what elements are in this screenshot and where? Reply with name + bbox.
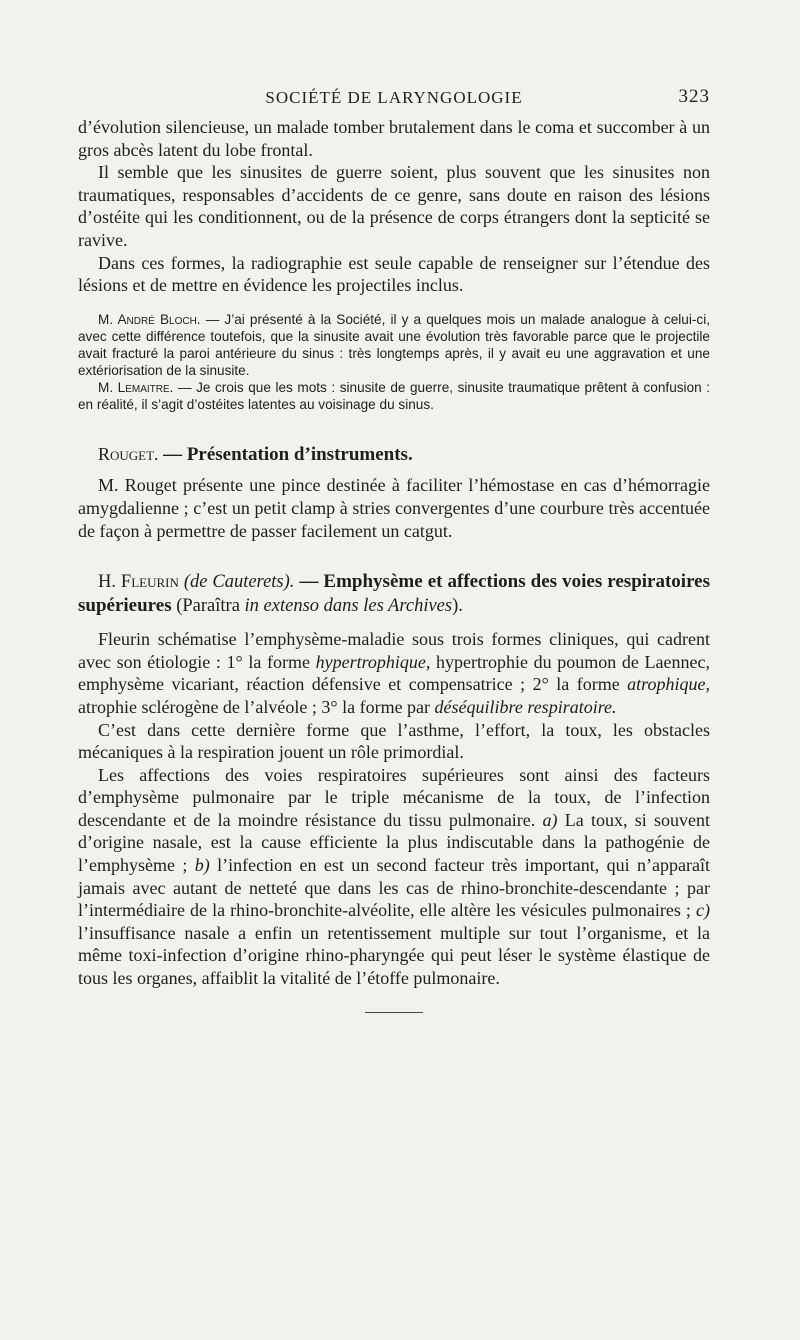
fleurin-p1-text-a: Fleurin schématise l’emphysème-maladie sous trois formes cliniques, qui cadrent avec son étiologie : 1° la forme	[78, 629, 710, 672]
fleurin-p1-text-c: atrophie sclérogène de l’alvéole ; 3° la forme par	[78, 696, 431, 717]
bloch-remark	[78, 311, 710, 379]
running-title: SOCIÉTÉ DE LARYNGOLOGIE	[265, 88, 523, 107]
fleurin-p1-atrophique: atrophique,	[627, 674, 710, 695]
discussion-section	[78, 311, 710, 413]
fleurin-p3-text-c: l’infection en est un second facteur très important, qui n’apparaît jamais avec autant de netteté que dans les cas de rhino-bronchite-descendante ; par l’intermédiaire de la rhino-bronchite-alvéolite, elle altère les vésicules pulmonaires ;	[78, 855, 710, 921]
intro-paragraph-3: Dans ces formes, la radiographie est seule capable de renseigner sur l’étendue des lésions et de mettre en évidence les projectiles inclus.	[78, 252, 710, 296]
fleurin-paragraph-2: C’est dans cette dernière forme que l’asthme, l’effort, la toux, les obstacles mécaniques à la respiration jouent un rôle primordial.	[78, 719, 710, 763]
fleurin-affiliation: (de Cauterets).	[183, 572, 295, 593]
fleurin-note-close: ).	[452, 596, 463, 617]
fleurin-note-open: (Paraîtra	[176, 596, 240, 617]
lemaitre-remark	[78, 379, 710, 413]
bloch-text: — J’ai présenté à la Société, il y a quelques mois un malade analogue à celui-ci, avec cette différence toutefois, que la sinusite avait une évolution très favorable parce que le projectile avait fracturé la paroi antérieure du sinus : très longtemps après, il y avait eu une aggravation et une extériorisation de la sinusite.	[78, 311, 710, 378]
fleurin-p3-label-c: c)	[696, 900, 710, 921]
fleurin-title: — Emphysème et affections des voies respiratoires supérieures	[78, 571, 711, 617]
fleurin-p3-text-b: La toux, si souvent d’origine nasale, est la cause efficiente la plus indiscutable dans la pathogénie de l’emphysème ;	[78, 809, 711, 876]
page	[78, 80, 710, 1013]
intro-paragraph-2: Il semble que les sinusites de guerre soient, plus souvent que les sinusites non traumatiques, responsables d’accidents de ce genre, sans doute en raison des lésions d’ostéite qui les conditionnent, ou de la présence de corps étrangers dont la septicité se ravive.	[78, 162, 710, 250]
fleurin-p1-hypertrophique: hypertrophique,	[315, 651, 431, 672]
page-number: 323	[678, 86, 710, 107]
running-header	[78, 80, 710, 116]
fleurin-p3-label-a: a)	[542, 809, 558, 830]
fleurin-paragraph-3	[78, 764, 710, 990]
rouget-title: — Présentation d’instruments.	[163, 443, 413, 465]
lemaitre-text: — Je crois que les mots : sinusite de guerre, sinusite traumatique prêtent à confusion : en réalité, il s’agit d’ostéites latentes au voisinage du sinus.	[78, 379, 711, 412]
fleurin-p1-desequilibre: déséquilibre respiratoire.	[434, 696, 617, 717]
fleurin-p3-text-a: Les affections des voies respiratoires supérieures sont ainsi des facteurs d’emphysème pulmonaire par le triple mécanisme de la toux, de l’infection descendante et de la moindre résistance du tissu pulmonaire.	[78, 764, 710, 830]
fleurin-p1-text-b: hypertrophie du poumon de Laennec, emphysème vicariant, réaction défensive et compensatrice ; 2° la forme	[78, 651, 711, 695]
end-rule	[365, 1012, 423, 1013]
fleurin-note-italic: in extenso dans les Archives	[244, 596, 453, 617]
fleurin-p3-text-d: l’insuffisance nasale a enfin un retentissement multiple sur tout l’organisme, et la même toxi-infection d’origine rhino-pharyngée qui peut léser le système élastique de tous les organes, affaiblit la vitalité de l’étoffe pulmonaire.	[78, 922, 710, 989]
rouget-body: M. Rouget présente une pince destinée à faciliter l’hémostase en cas d’hémorragie amygdalienne ; c’est un petit clamp à stries convergentes d’une courbure très accentuée de façon à permettre de passer facilement un catgut.	[78, 475, 710, 541]
bloch-name: M. André Bloch.	[98, 311, 201, 327]
intro-paragraph-1: d’évolution silencieuse, un malade tomber brutalement dans le coma et succomber à un gros abcès latent du lobe frontal.	[78, 117, 710, 160]
fleurin-paragraph-1	[78, 628, 710, 718]
fleurin-author: H. Fleurin	[98, 572, 179, 593]
intro-section	[78, 116, 710, 297]
rouget-author: Rouget.	[98, 443, 159, 464]
fleurin-p3-label-b: b)	[194, 855, 210, 876]
lemaitre-name: M. Lemaitre.	[98, 379, 174, 395]
fleurin-section	[78, 570, 710, 990]
fleurin-heading-block	[78, 570, 710, 618]
fleurin-heading	[78, 570, 710, 618]
rouget-section	[78, 443, 710, 542]
rouget-heading	[78, 443, 710, 467]
